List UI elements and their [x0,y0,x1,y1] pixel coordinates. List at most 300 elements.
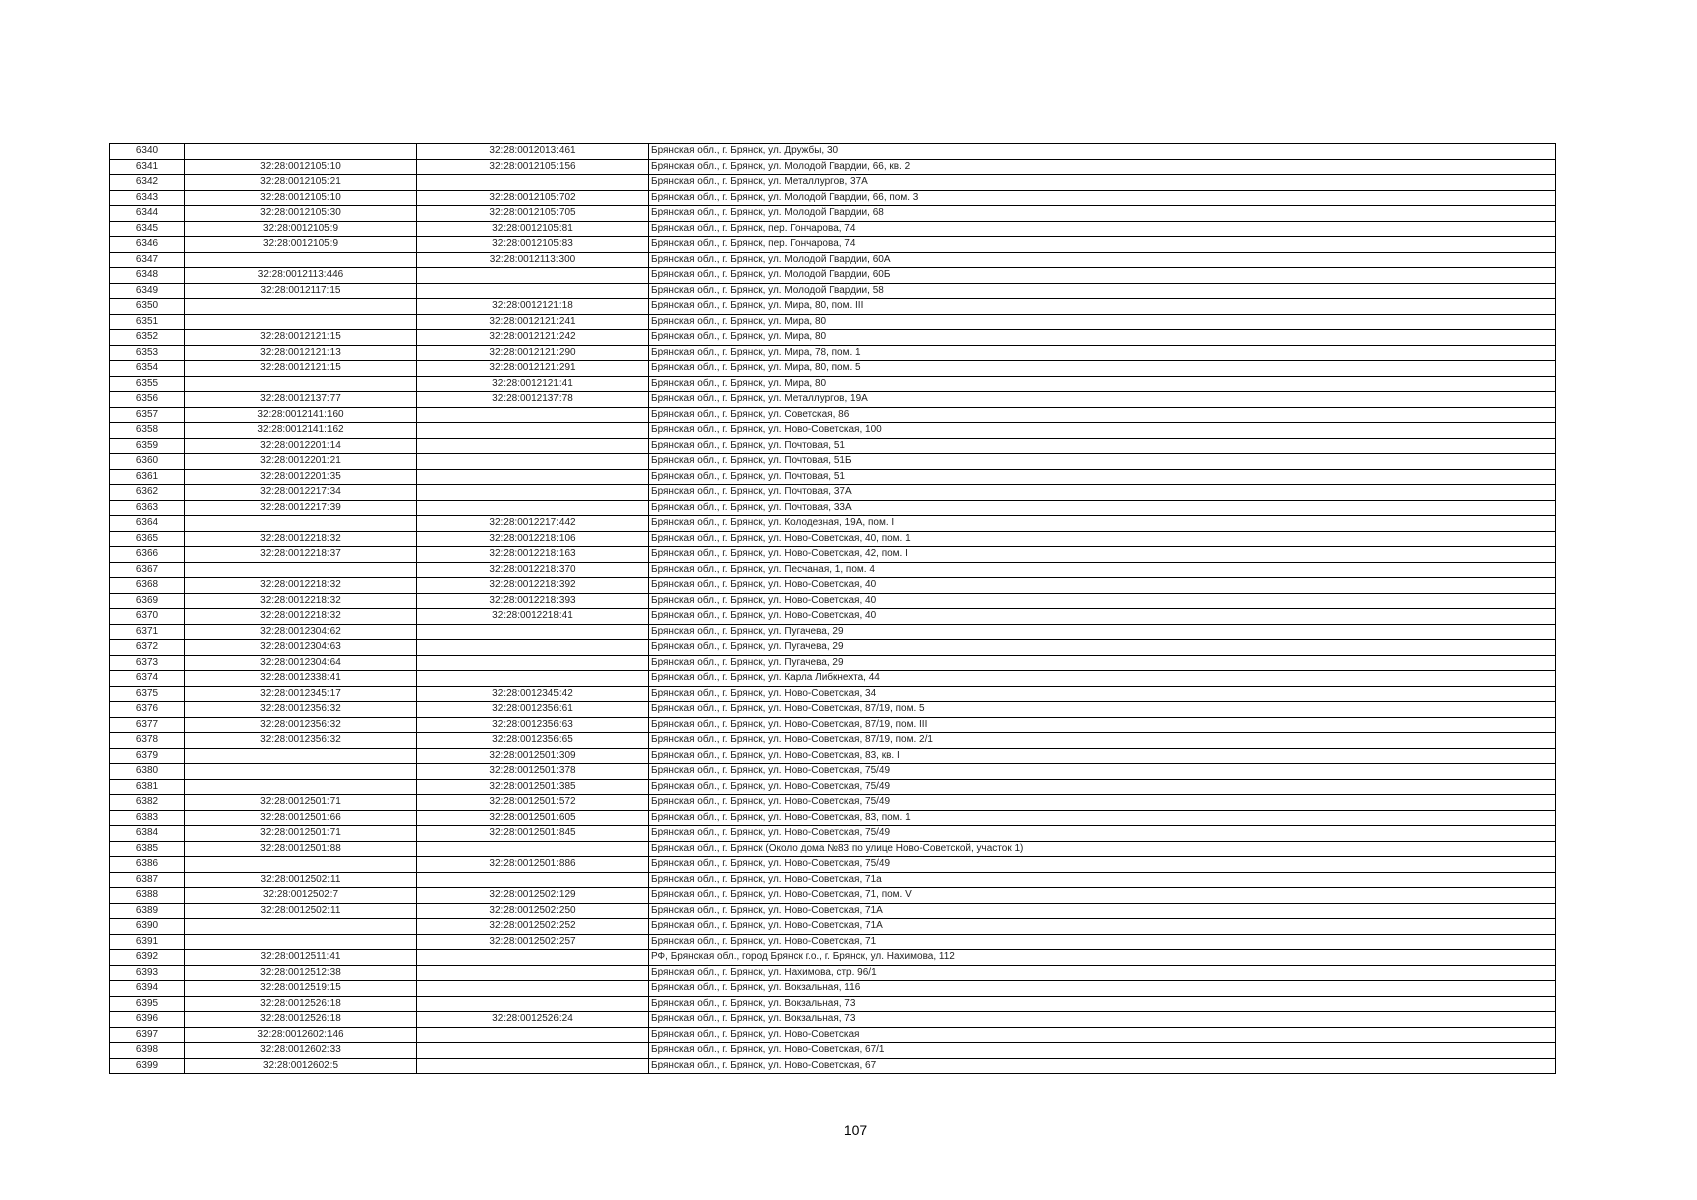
object-cadastral-number-cell [417,469,649,485]
table-row [110,624,1556,640]
land-cadastral-number-cell: 32:28:0012501:88 [185,841,417,857]
land-cadastral-number-cell: 32:28:0012304:63 [185,640,417,656]
table-row [110,717,1556,733]
address-cell: Брянская обл., г. Брянск, ул. Ново-Советская, 75/49 [649,857,1556,873]
object-cadastral-number-cell: 32:28:0012121:242 [417,330,649,346]
table-row [110,175,1556,191]
row-number-cell: 6350 [110,299,185,315]
object-cadastral-number-cell: 32:28:0012502:257 [417,934,649,950]
row-number-cell: 6343 [110,190,185,206]
table-row [110,299,1556,315]
address-cell: Брянская обл., г. Брянск, ул. Ново-Советская, 40 [649,593,1556,609]
row-number-cell: 6357 [110,407,185,423]
registry-table-body [110,144,1556,1074]
object-cadastral-number-cell: 32:28:0012121:41 [417,376,649,392]
object-cadastral-number-cell: 32:28:0012013:461 [417,144,649,160]
table-row [110,190,1556,206]
row-number-cell: 6340 [110,144,185,160]
address-cell: Брянская обл., г. Брянск, ул. Ново-Советская, 83, пом. 1 [649,810,1556,826]
address-cell: Брянская обл., г. Брянск, ул. Мира, 80, пом. 5 [649,361,1556,377]
land-cadastral-number-cell: 32:28:0012526:18 [185,1012,417,1028]
table-row [110,795,1556,811]
object-cadastral-number-cell [417,841,649,857]
table-row [110,671,1556,687]
address-cell: Брянская обл., г. Брянск, ул. Ново-Советская, 34 [649,686,1556,702]
row-number-cell: 6365 [110,531,185,547]
table-row [110,159,1556,175]
land-cadastral-number-cell [185,252,417,268]
object-cadastral-number-cell [417,981,649,997]
land-cadastral-number-cell: 32:28:0012501:71 [185,795,417,811]
table-row [110,981,1556,997]
object-cadastral-number-cell: 32:28:0012356:61 [417,702,649,718]
row-number-cell: 6356 [110,392,185,408]
table-row [110,903,1556,919]
row-number-cell: 6362 [110,485,185,501]
table-row [110,423,1556,439]
land-cadastral-number-cell: 32:28:0012356:32 [185,702,417,718]
table-row [110,438,1556,454]
row-number-cell: 6392 [110,950,185,966]
table-row [110,221,1556,237]
row-number-cell: 6375 [110,686,185,702]
land-cadastral-number-cell [185,376,417,392]
object-cadastral-number-cell: 32:28:0012105:81 [417,221,649,237]
object-cadastral-number-cell: 32:28:0012356:63 [417,717,649,733]
address-cell: РФ, Брянская обл., город Брянск г.о., г. Брянск, ул. Нахимова, 112 [649,950,1556,966]
address-cell: Брянская обл., г. Брянск, ул. Вокзальная, 116 [649,981,1556,997]
table-row [110,1058,1556,1074]
address-cell: Брянская обл., г. Брянск, ул. Ново-Советская, 40 [649,578,1556,594]
object-cadastral-number-cell [417,640,649,656]
land-cadastral-number-cell: 32:28:0012113:446 [185,268,417,284]
table-row [110,361,1556,377]
object-cadastral-number-cell [417,283,649,299]
table-row [110,516,1556,532]
row-number-cell: 6346 [110,237,185,253]
table-row [110,392,1556,408]
address-cell: Брянская обл., г. Брянск, ул. Ново-Советская, 75/49 [649,826,1556,842]
table-row [110,593,1556,609]
land-cadastral-number-cell: 32:28:0012218:32 [185,593,417,609]
address-cell: Брянская обл., г. Брянск, ул. Ново-Советская, 67/1 [649,1043,1556,1059]
object-cadastral-number-cell [417,671,649,687]
object-cadastral-number-cell [417,1043,649,1059]
object-cadastral-number-cell: 32:28:0012501:378 [417,764,649,780]
table-row [110,872,1556,888]
row-number-cell: 6351 [110,314,185,330]
row-number-cell: 6380 [110,764,185,780]
row-number-cell: 6397 [110,1027,185,1043]
land-cadastral-number-cell [185,516,417,532]
land-cadastral-number-cell: 32:28:0012338:41 [185,671,417,687]
object-cadastral-number-cell: 32:28:0012501:309 [417,748,649,764]
land-cadastral-number-cell: 32:28:0012519:15 [185,981,417,997]
address-cell: Брянская обл., г. Брянск, ул. Ново-Советская, 87/19, пом. III [649,717,1556,733]
land-cadastral-number-cell [185,857,417,873]
address-cell: Брянская обл., г. Брянск, ул. Почтовая, 37А [649,485,1556,501]
address-cell: Брянская обл., г. Брянск, ул. Ново-Советская, 71а [649,872,1556,888]
row-number-cell: 6353 [110,345,185,361]
address-cell: Брянская обл., г. Брянск, ул. Вокзальная, 73 [649,1012,1556,1028]
address-cell: Брянская обл., г. Брянск, ул. Ново-Советская, 71А [649,919,1556,935]
land-cadastral-number-cell: 32:28:0012105:21 [185,175,417,191]
object-cadastral-number-cell: 32:28:0012113:300 [417,252,649,268]
address-cell: Брянская обл., г. Брянск, ул. Мира, 80 [649,330,1556,346]
table-row [110,609,1556,625]
object-cadastral-number-cell: 32:28:0012105:83 [417,237,649,253]
row-number-cell: 6395 [110,996,185,1012]
land-cadastral-number-cell: 32:28:0012121:15 [185,330,417,346]
object-cadastral-number-cell [417,1058,649,1074]
address-cell: Брянская обл., г. Брянск, ул. Пугачева, 29 [649,640,1556,656]
row-number-cell: 6341 [110,159,185,175]
address-cell: Брянская обл., г. Брянск, ул. Молодой Гвардии, 60Б [649,268,1556,284]
land-cadastral-number-cell: 32:28:0012511:41 [185,950,417,966]
address-cell: Брянская обл., г. Брянск, ул. Мира, 78, пом. 1 [649,345,1556,361]
page-number: 107 [843,1122,868,1138]
table-row [110,283,1556,299]
address-cell: Брянская обл., г. Брянск, ул. Ново-Советская, 71А [649,903,1556,919]
row-number-cell: 6366 [110,547,185,563]
object-cadastral-number-cell: 32:28:0012218:41 [417,609,649,625]
address-cell: Брянская обл., г. Брянск, ул. Ново-Советская, 67 [649,1058,1556,1074]
address-cell: Брянская обл., г. Брянск, ул. Вокзальная, 73 [649,996,1556,1012]
land-cadastral-number-cell [185,748,417,764]
object-cadastral-number-cell [417,175,649,191]
table-row [110,965,1556,981]
table-row [110,702,1556,718]
address-cell: Брянская обл., г. Брянск, ул. Советская, 86 [649,407,1556,423]
table-row [110,655,1556,671]
table-row [110,330,1556,346]
table-row [110,1012,1556,1028]
row-number-cell: 6349 [110,283,185,299]
table-row [110,547,1556,563]
land-cadastral-number-cell: 32:28:0012121:13 [185,345,417,361]
object-cadastral-number-cell [417,500,649,516]
address-cell: Брянская обл., г. Брянск, ул. Ново-Советская, 75/49 [649,795,1556,811]
land-cadastral-number-cell: 32:28:0012105:9 [185,237,417,253]
object-cadastral-number-cell: 32:28:0012356:65 [417,733,649,749]
table-row [110,748,1556,764]
land-cadastral-number-cell: 32:28:0012602:146 [185,1027,417,1043]
address-cell: Брянская обл., г. Брянск, ул. Ново-Советская, 71, пом. V [649,888,1556,904]
address-cell: Брянская обл., г. Брянск, ул. Песчаная, 1, пом. 4 [649,562,1556,578]
row-number-cell: 6377 [110,717,185,733]
address-cell: Брянская обл., г. Брянск, ул. Ново-Советская, 83, кв. I [649,748,1556,764]
table-row [110,345,1556,361]
row-number-cell: 6368 [110,578,185,594]
row-number-cell: 6394 [110,981,185,997]
table-row [110,888,1556,904]
row-number-cell: 6352 [110,330,185,346]
land-cadastral-number-cell: 32:28:0012512:38 [185,965,417,981]
address-cell: Брянская обл., г. Брянск, ул. Молодой Гвардии, 66, пом. 3 [649,190,1556,206]
row-number-cell: 6358 [110,423,185,439]
address-cell: Брянская обл., г. Брянск, ул. Ново-Советская, 75/49 [649,764,1556,780]
table-row [110,841,1556,857]
land-cadastral-number-cell: 32:28:0012501:71 [185,826,417,842]
row-number-cell: 6388 [110,888,185,904]
address-cell: Брянская обл., г. Брянск, ул. Ново-Советская, 40 [649,609,1556,625]
object-cadastral-number-cell [417,454,649,470]
table-row [110,950,1556,966]
object-cadastral-number-cell [417,965,649,981]
row-number-cell: 6361 [110,469,185,485]
object-cadastral-number-cell [417,438,649,454]
row-number-cell: 6371 [110,624,185,640]
address-cell: Брянская обл., г. Брянск, ул. Ново-Советская, 40, пом. 1 [649,531,1556,547]
table-row [110,857,1556,873]
table-row [110,144,1556,160]
land-cadastral-number-cell: 32:28:0012201:14 [185,438,417,454]
object-cadastral-number-cell [417,872,649,888]
table-row [110,314,1556,330]
address-cell: Брянская обл., г. Брянск, ул. Молодой Гвардии, 66, кв. 2 [649,159,1556,175]
address-cell: Брянская обл., г. Брянск, ул. Мира, 80, пом. III [649,299,1556,315]
table-row [110,640,1556,656]
row-number-cell: 6398 [110,1043,185,1059]
address-cell: Брянская обл., г. Брянск, ул. Ново-Советская, 42, пом. I [649,547,1556,563]
object-cadastral-number-cell: 32:28:0012502:250 [417,903,649,919]
table-row [110,733,1556,749]
row-number-cell: 6360 [110,454,185,470]
object-cadastral-number-cell [417,655,649,671]
table-row [110,237,1556,253]
table-row [110,1027,1556,1043]
land-cadastral-number-cell: 32:28:0012105:9 [185,221,417,237]
row-number-cell: 6382 [110,795,185,811]
object-cadastral-number-cell [417,423,649,439]
row-number-cell: 6347 [110,252,185,268]
land-cadastral-number-cell: 32:28:0012141:162 [185,423,417,439]
object-cadastral-number-cell: 32:28:0012501:886 [417,857,649,873]
address-cell: Брянская обл., г. Брянск, ул. Мира, 80 [649,376,1556,392]
land-cadastral-number-cell: 32:28:0012201:35 [185,469,417,485]
land-cadastral-number-cell [185,934,417,950]
land-cadastral-number-cell: 32:28:0012121:15 [185,361,417,377]
row-number-cell: 6390 [110,919,185,935]
land-cadastral-number-cell: 32:28:0012137:77 [185,392,417,408]
object-cadastral-number-cell: 32:28:0012105:702 [417,190,649,206]
object-cadastral-number-cell [417,1027,649,1043]
land-cadastral-number-cell: 32:28:0012218:32 [185,578,417,594]
row-number-cell: 6370 [110,609,185,625]
address-cell: Брянская обл., г. Брянск, ул. Ново-Советская, 71 [649,934,1556,950]
land-cadastral-number-cell [185,314,417,330]
table-row [110,500,1556,516]
land-cadastral-number-cell: 32:28:0012141:160 [185,407,417,423]
land-cadastral-number-cell [185,764,417,780]
row-number-cell: 6374 [110,671,185,687]
land-cadastral-number-cell: 32:28:0012356:32 [185,717,417,733]
object-cadastral-number-cell [417,407,649,423]
table-row [110,252,1556,268]
object-cadastral-number-cell: 32:28:0012218:370 [417,562,649,578]
table-row [110,826,1556,842]
address-cell: Брянская обл., г. Брянск, пер. Гончарова, 74 [649,221,1556,237]
land-cadastral-number-cell: 32:28:0012304:64 [185,655,417,671]
address-cell: Брянская обл., г. Брянск, ул. Пугачева, 29 [649,655,1556,671]
address-cell: Брянская обл., г. Брянск, ул. Ново-Советская, 87/19, пом. 2/1 [649,733,1556,749]
address-cell: Брянская обл., г. Брянск (Около дома №83 по улице Ново-Советской, участок 1) [649,841,1556,857]
row-number-cell: 6359 [110,438,185,454]
table-row [110,764,1556,780]
object-cadastral-number-cell: 32:28:0012345:42 [417,686,649,702]
row-number-cell: 6396 [110,1012,185,1028]
row-number-cell: 6383 [110,810,185,826]
address-cell: Брянская обл., г. Брянск, ул. Ново-Советская, 75/49 [649,779,1556,795]
address-cell: Брянская обл., г. Брянск, ул. Почтовая, 51 [649,438,1556,454]
land-cadastral-number-cell: 32:28:0012526:18 [185,996,417,1012]
address-cell: Брянская обл., г. Брянск, ул. Ново-Советская [649,1027,1556,1043]
object-cadastral-number-cell: 32:28:0012502:252 [417,919,649,935]
land-cadastral-number-cell: 32:28:0012201:21 [185,454,417,470]
land-cadastral-number-cell [185,779,417,795]
row-number-cell: 6389 [110,903,185,919]
table-row [110,996,1556,1012]
object-cadastral-number-cell: 32:28:0012218:392 [417,578,649,594]
row-number-cell: 6364 [110,516,185,532]
row-number-cell: 6373 [110,655,185,671]
table-row [110,810,1556,826]
object-cadastral-number-cell: 32:28:0012218:393 [417,593,649,609]
land-cadastral-number-cell: 32:28:0012602:5 [185,1058,417,1074]
row-number-cell: 6348 [110,268,185,284]
table-row [110,578,1556,594]
row-number-cell: 6385 [110,841,185,857]
land-cadastral-number-cell: 32:28:0012218:32 [185,531,417,547]
address-cell: Брянская обл., г. Брянск, ул. Ново-Советская, 87/19, пом. 5 [649,702,1556,718]
object-cadastral-number-cell: 32:28:0012105:156 [417,159,649,175]
row-number-cell: 6372 [110,640,185,656]
address-cell: Брянская обл., г. Брянск, ул. Молодой Гвардии, 58 [649,283,1556,299]
table-row [110,919,1556,935]
table-row [110,407,1556,423]
land-cadastral-number-cell: 32:28:0012304:62 [185,624,417,640]
address-cell: Брянская обл., г. Брянск, ул. Почтовая, 51Б [649,454,1556,470]
object-cadastral-number-cell: 32:28:0012526:24 [417,1012,649,1028]
land-cadastral-number-cell: 32:28:0012502:7 [185,888,417,904]
object-cadastral-number-cell: 32:28:0012137:78 [417,392,649,408]
row-number-cell: 6378 [110,733,185,749]
land-cadastral-number-cell: 32:28:0012217:39 [185,500,417,516]
row-number-cell: 6345 [110,221,185,237]
row-number-cell: 6367 [110,562,185,578]
table-row [110,268,1556,284]
row-number-cell: 6376 [110,702,185,718]
row-number-cell: 6369 [110,593,185,609]
table-row [110,779,1556,795]
object-cadastral-number-cell [417,485,649,501]
object-cadastral-number-cell: 32:28:0012501:385 [417,779,649,795]
object-cadastral-number-cell: 32:28:0012218:163 [417,547,649,563]
table-row [110,1043,1556,1059]
object-cadastral-number-cell [417,268,649,284]
land-cadastral-number-cell: 32:28:0012217:34 [185,485,417,501]
land-cadastral-number-cell [185,562,417,578]
table-row [110,206,1556,222]
object-cadastral-number-cell: 32:28:0012502:129 [417,888,649,904]
land-cadastral-number-cell: 32:28:0012218:32 [185,609,417,625]
address-cell: Брянская обл., г. Брянск, ул. Карла Либкнехта, 44 [649,671,1556,687]
table-row [110,376,1556,392]
address-cell: Брянская обл., г. Брянск, ул. Металлургов, 37А [649,175,1556,191]
row-number-cell: 6355 [110,376,185,392]
row-number-cell: 6387 [110,872,185,888]
object-cadastral-number-cell: 32:28:0012121:290 [417,345,649,361]
table-row [110,562,1556,578]
table-row [110,454,1556,470]
row-number-cell: 6393 [110,965,185,981]
land-cadastral-number-cell: 32:28:0012502:11 [185,872,417,888]
land-cadastral-number-cell: 32:28:0012356:32 [185,733,417,749]
address-cell: Брянская обл., г. Брянск, ул. Металлургов, 19А [649,392,1556,408]
row-number-cell: 6344 [110,206,185,222]
address-cell: Брянская обл., г. Брянск, ул. Почтовая, 51 [649,469,1556,485]
object-cadastral-number-cell: 32:28:0012501:605 [417,810,649,826]
land-cadastral-number-cell [185,919,417,935]
address-cell: Брянская обл., г. Брянск, ул. Почтовая, 33А [649,500,1556,516]
row-number-cell: 6399 [110,1058,185,1074]
object-cadastral-number-cell: 32:28:0012121:18 [417,299,649,315]
object-cadastral-number-cell: 32:28:0012501:572 [417,795,649,811]
object-cadastral-number-cell: 32:28:0012217:442 [417,516,649,532]
object-cadastral-number-cell: 32:28:0012501:845 [417,826,649,842]
row-number-cell: 6384 [110,826,185,842]
object-cadastral-number-cell [417,950,649,966]
address-cell: Брянская обл., г. Брянск, ул. Дружбы, 30 [649,144,1556,160]
address-cell: Брянская обл., г. Брянск, ул. Ново-Советская, 100 [649,423,1556,439]
row-number-cell: 6391 [110,934,185,950]
row-number-cell: 6379 [110,748,185,764]
land-cadastral-number-cell [185,299,417,315]
land-cadastral-number-cell: 32:28:0012218:37 [185,547,417,563]
object-cadastral-number-cell [417,996,649,1012]
registry-table [109,143,1556,1074]
object-cadastral-number-cell: 32:28:0012218:106 [417,531,649,547]
object-cadastral-number-cell: 32:28:0012121:291 [417,361,649,377]
land-cadastral-number-cell: 32:28:0012117:15 [185,283,417,299]
object-cadastral-number-cell: 32:28:0012105:705 [417,206,649,222]
row-number-cell: 6386 [110,857,185,873]
land-cadastral-number-cell [185,144,417,160]
row-number-cell: 6363 [110,500,185,516]
address-cell: Брянская обл., г. Брянск, ул. Колодезная, 19А, пом. I [649,516,1556,532]
land-cadastral-number-cell: 32:28:0012345:17 [185,686,417,702]
land-cadastral-number-cell: 32:28:0012602:33 [185,1043,417,1059]
table-row [110,531,1556,547]
address-cell: Брянская обл., г. Брянск, ул. Нахимова, стр. 96/1 [649,965,1556,981]
land-cadastral-number-cell: 32:28:0012105:10 [185,159,417,175]
land-cadastral-number-cell: 32:28:0012105:10 [185,190,417,206]
row-number-cell: 6354 [110,361,185,377]
address-cell: Брянская обл., г. Брянск, ул. Мира, 80 [649,314,1556,330]
land-cadastral-number-cell: 32:28:0012105:30 [185,206,417,222]
row-number-cell: 6381 [110,779,185,795]
address-cell: Брянская обл., г. Брянск, пер. Гончарова, 74 [649,237,1556,253]
table-row [110,934,1556,950]
address-cell: Брянская обл., г. Брянск, ул. Пугачева, 29 [649,624,1556,640]
object-cadastral-number-cell [417,624,649,640]
address-cell: Брянская обл., г. Брянск, ул. Молодой Гвардии, 60А [649,252,1556,268]
land-cadastral-number-cell: 32:28:0012502:11 [185,903,417,919]
land-cadastral-number-cell: 32:28:0012501:66 [185,810,417,826]
address-cell: Брянская обл., г. Брянск, ул. Молодой Гвардии, 68 [649,206,1556,222]
table-row [110,469,1556,485]
table-row [110,686,1556,702]
